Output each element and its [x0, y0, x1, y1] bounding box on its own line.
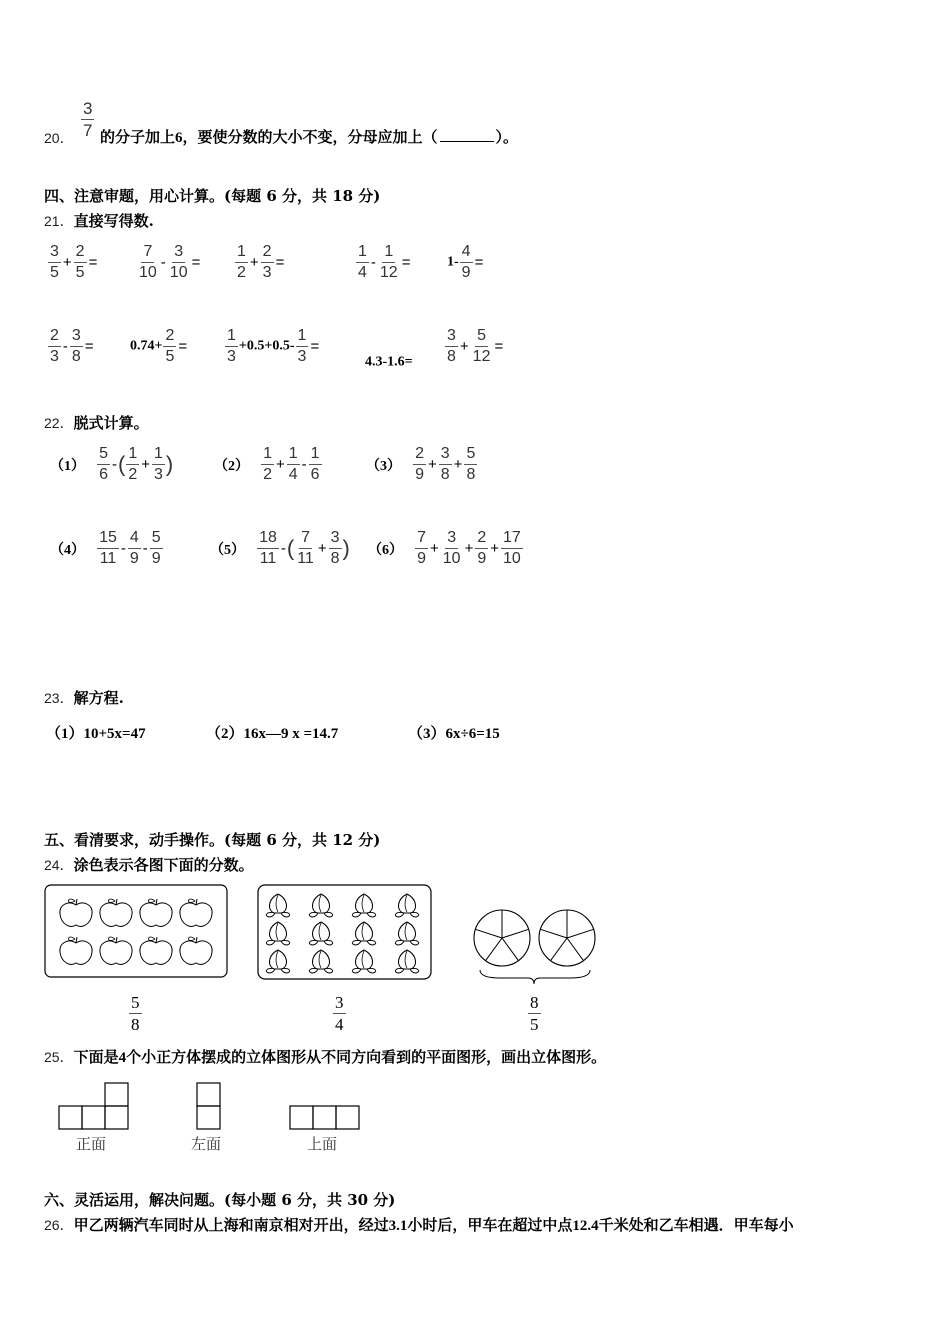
fraction: $\frac{1}{2}$ — [128, 445, 138, 483]
fraction: $\frac{1}{2}$ — [237, 243, 246, 281]
fraction: $\frac{7}{11}$ — [297, 529, 314, 567]
fraction-apples: $\frac{5}{8}$ — [131, 993, 140, 1034]
peach-icon[interactable] — [266, 922, 289, 945]
apple-box — [44, 884, 228, 978]
calc-item: $\frac{3}{5}$ + $\frac{2}{5}$ = — [50, 243, 98, 281]
fraction-peaches: $\frac{3}{4}$ — [335, 993, 344, 1034]
fraction: $\frac{1}{3}$ — [297, 327, 307, 365]
fraction: $\frac{1}{3}$ — [154, 445, 163, 483]
peach-icon[interactable] — [266, 950, 289, 973]
apple-icon[interactable] — [140, 899, 172, 926]
front-view-diagram — [58, 1081, 130, 1131]
equation-3: （3）6x÷6=15 — [408, 726, 500, 742]
equation-1: （1）10+5x=47 — [46, 726, 146, 742]
fraction: $\frac{5}{12}$ — [472, 327, 491, 365]
fraction: $\frac{3}{7}$ — [83, 99, 93, 140]
fraction-circles: $\frac{8}{5}$ — [530, 993, 539, 1034]
apple-icon[interactable] — [100, 937, 132, 964]
fraction: $\frac{15}{11}$ — [99, 529, 117, 567]
view-label-front: 正面 — [76, 1135, 107, 1153]
top-view-diagram — [289, 1104, 361, 1131]
fraction: $\frac{3}{5}$ — [50, 243, 59, 281]
question-22-heading: 22．脱式计算。 — [44, 414, 149, 432]
fraction: $\frac{3}{8}$ — [71, 327, 81, 365]
peach-icon[interactable] — [309, 922, 332, 945]
equation-2: （2）16x—9 x =14.7 — [206, 726, 339, 742]
question-number: 20． — [44, 130, 74, 146]
section-4-title: 四、注意审题，用心计算。(每题 6 分，共 18 分) — [44, 187, 381, 205]
question-26: 26．甲乙两辆汽车同时从上海和南京相对开出，经过3.1小时后，甲车在超过中点12.4千米处和乙车相遇．甲车每小 — [44, 1216, 794, 1234]
fraction: $\frac{1}{4}$ — [288, 445, 298, 483]
circle-group — [470, 906, 600, 986]
fraction: $\frac{3}{8}$ — [447, 327, 456, 365]
fraction: $\frac{2}{3}$ — [50, 327, 59, 365]
fraction: $\frac{18}{11}$ — [259, 529, 277, 567]
calc-item: $\frac{1}{2}$ + $\frac{2}{3}$ = — [237, 243, 285, 281]
question-23-heading: 23．解方程. — [44, 689, 124, 707]
peach-box — [257, 884, 432, 980]
fraction: $\frac{5}{6}$ — [99, 445, 108, 483]
calc-item: $\frac{2}{3}$ - $\frac{3}{8}$ = — [50, 327, 94, 365]
apple-icon[interactable] — [100, 899, 132, 926]
fraction: $\frac{1}{3}$ — [227, 327, 236, 365]
peach-icon[interactable] — [309, 950, 332, 973]
calc-item: 1- $\frac{4}{9}$ = — [447, 243, 484, 281]
fraction: $\frac{7}{10}$ — [139, 243, 157, 281]
fraction: $\frac{2}{9}$ — [415, 445, 424, 483]
peach-icon[interactable] — [352, 894, 375, 917]
peach-icon[interactable] — [266, 894, 289, 917]
fraction: $\frac{3}{8}$ — [330, 529, 340, 567]
apple-icon[interactable] — [60, 899, 92, 926]
fraction: $\frac{4}{9}$ — [129, 529, 139, 567]
peach-icon[interactable] — [352, 950, 375, 973]
question-text: 的分子加上6，要使分数的大小不变，分母应加上（ ）。 — [100, 128, 519, 146]
answer-blank[interactable] — [440, 129, 494, 142]
peach-icon[interactable] — [395, 894, 418, 917]
peach-icon[interactable] — [395, 922, 418, 945]
left-view-diagram — [196, 1081, 222, 1131]
fraction: $\frac{7}{9}$ — [417, 529, 426, 567]
calc-item: 0.74+ $\frac{2}{5}$ = — [130, 327, 188, 365]
expr-item-1: （1） $\frac{5}{6}$ -( $\frac{1}{2}$ + $\frac{1}{3}$ ) — [50, 445, 174, 483]
fraction: $\frac{3}{8}$ — [440, 445, 450, 483]
expr-item-5: （5） $\frac{18}{11}$ -( $\frac{7}{11}$ + $\frac{3}{8}$ ) — [210, 529, 350, 567]
calc-item: $\frac{1}{3}$ +0.5+0.5- $\frac{1}{3}$ = — [227, 327, 320, 365]
question-24-heading: 24．涂色表示各图下面的分数。 — [44, 856, 254, 874]
view-label-left: 左面 — [191, 1135, 222, 1153]
fraction: $\frac{5}{8}$ — [466, 445, 476, 483]
peach-icon[interactable] — [309, 894, 332, 917]
fraction: $\frac{2}{5}$ — [165, 327, 175, 365]
calc-item: $\frac{1}{4}$ - $\frac{1}{12}$ = — [358, 243, 411, 281]
peach-icon[interactable] — [352, 922, 375, 945]
expr-item-6: （6） $\frac{7}{9}$ + $\frac{3}{10}$ + $\frac{2}{9}$ + $\frac{17}{10}$ — [368, 529, 521, 567]
question-25-heading: 25．下面是4个小正方体摆成的立体图形从不同方向看到的平面图形，画出立体图形。 — [44, 1048, 607, 1066]
fraction: $\frac{3}{10}$ — [169, 243, 188, 281]
calc-item: $\frac{7}{10}$ - $\frac{3}{10}$ = — [139, 243, 201, 281]
apple-icon[interactable] — [60, 937, 92, 964]
expr-item-3: （3） $\frac{2}{9}$ + $\frac{3}{8}$ + $\frac{5}{8}$ — [366, 445, 476, 483]
fraction: $\frac{5}{9}$ — [151, 529, 161, 567]
calc-item: $\frac{3}{8}$ + $\frac{5}{12}$ = — [447, 327, 504, 365]
expr-item-4: （4） $\frac{15}{11}$ - $\frac{4}{9}$ - $\frac{5}{9}$ — [50, 529, 161, 567]
fraction: $\frac{2}{5}$ — [75, 243, 85, 281]
fraction: $\frac{4}{9}$ — [461, 243, 471, 281]
fraction: $\frac{1}{12}$ — [379, 243, 398, 281]
divided-circle[interactable] — [539, 910, 595, 966]
fraction: $\frac{1}{6}$ — [310, 445, 320, 483]
fraction: $\frac{3}{10}$ — [442, 529, 461, 567]
fraction: $\frac{1}{4}$ — [358, 243, 367, 281]
fraction: $\frac{1}{2}$ — [263, 445, 272, 483]
question-21-heading: 21．直接写得数. — [44, 212, 154, 230]
fraction: $\frac{17}{10}$ — [503, 529, 521, 567]
calc-item: 4.3-1.6= — [365, 354, 413, 370]
apple-icon[interactable] — [180, 937, 212, 964]
section-5-title: 五、看清要求，动手操作。(每题 6 分，共 12 分) — [44, 831, 381, 849]
peach-icon[interactable] — [395, 950, 418, 973]
apple-icon[interactable] — [140, 937, 172, 964]
fraction: $\frac{2}{9}$ — [477, 529, 487, 567]
view-label-top: 上面 — [307, 1135, 338, 1153]
apple-icon[interactable] — [180, 899, 212, 926]
expr-item-2: （2） $\frac{1}{2}$ + $\frac{1}{4}$ - $\frac{1}{6}$ — [214, 445, 320, 483]
fraction: $\frac{2}{3}$ — [262, 243, 272, 281]
divided-circle[interactable] — [474, 910, 530, 966]
section-6-title: 六、灵活运用，解决问题。(每小题 6 分，共 30 分) — [44, 1191, 396, 1209]
